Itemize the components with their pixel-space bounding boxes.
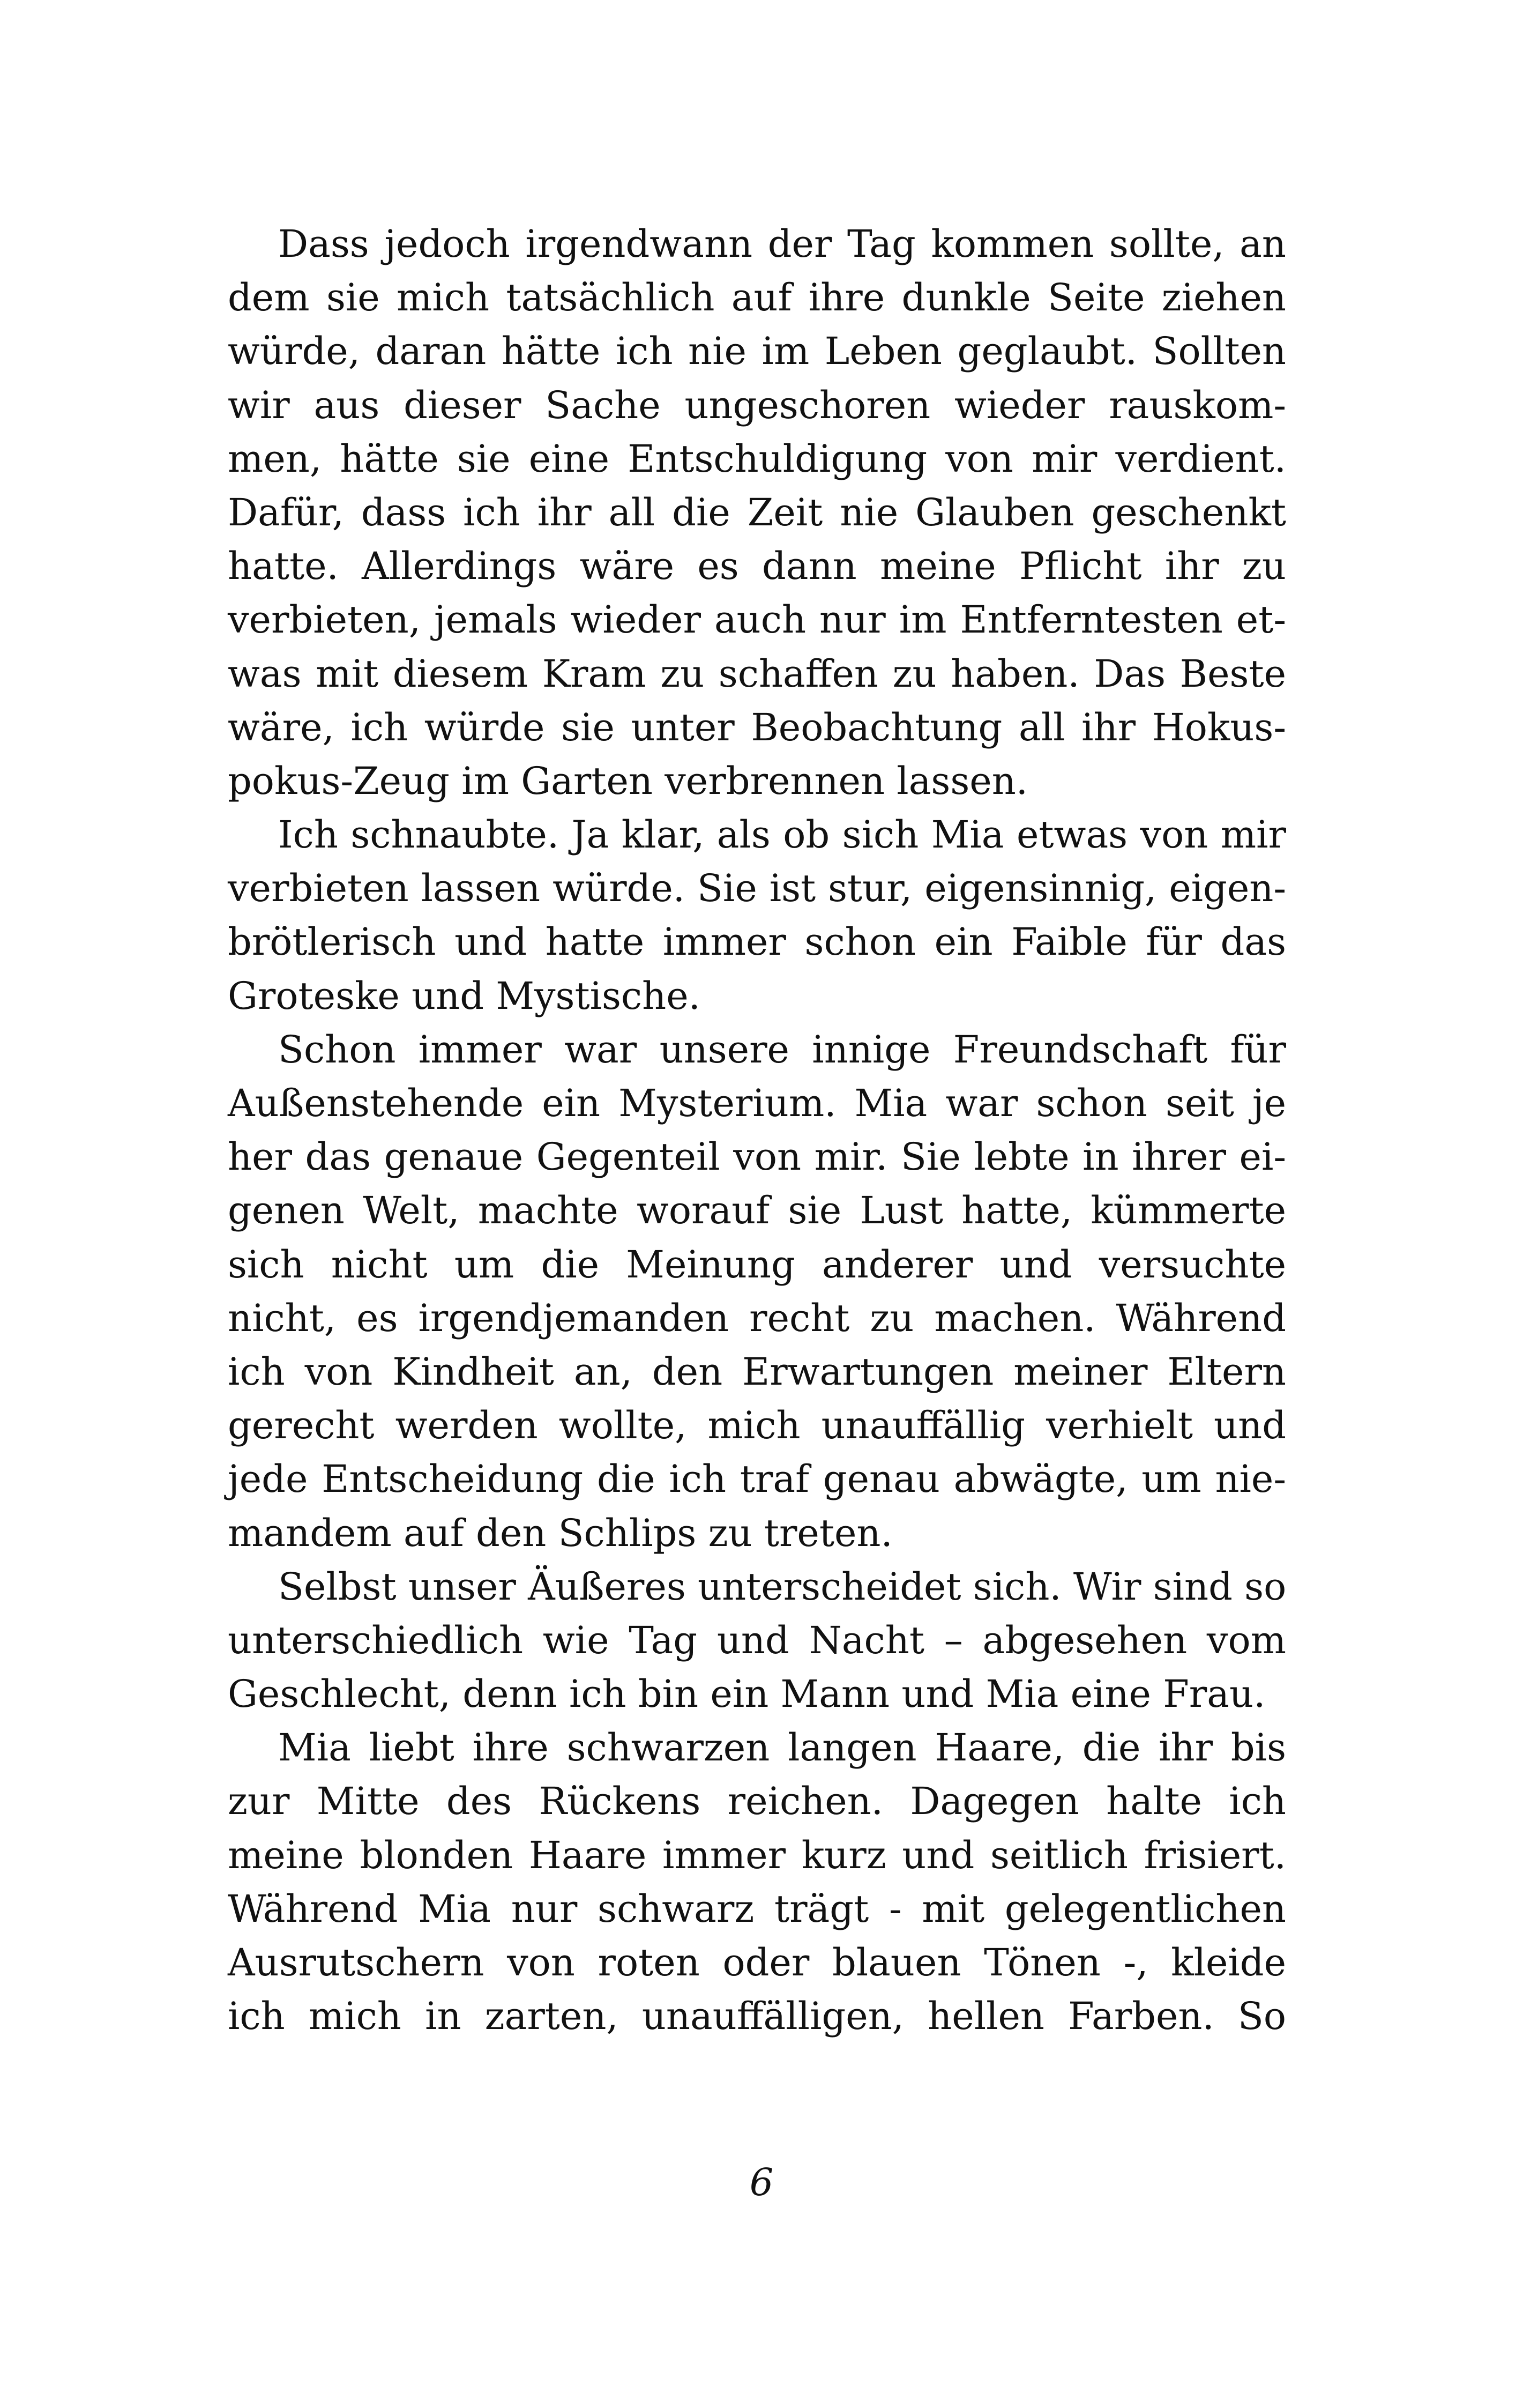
text-line: Geschlecht, denn ich bin ein Mann und Mia eine Frau. xyxy=(228,1672,1266,1716)
text-line: Während Mia nur schwarz trägt - mit gelegentlichen xyxy=(228,1886,1286,1931)
text-line: pokus-Zeug im Garten verbrennen lassen. xyxy=(228,759,1028,803)
text-line: dem sie mich tatsächlich auf ihre dunkle Seite ziehen xyxy=(228,276,1286,320)
text-line: gerecht werden wollte, mich unauffällig verhielt und xyxy=(228,1403,1286,1448)
text-line: Dafür, dass ich ihr all die Zeit nie Glauben geschenkt xyxy=(228,490,1286,534)
text-line: Ich schnaubte. Ja klar, als ob sich Mia etwas von mir xyxy=(278,813,1286,857)
text-line: jede Entscheidung die ich traf genau abwägte, um nie- xyxy=(228,1457,1286,1502)
text-line: brötlerisch und hatte immer schon ein Faible für das xyxy=(228,920,1286,964)
text-line: mandem auf den Schlips zu treten. xyxy=(228,1511,893,1555)
text-line: Außenstehende ein Mysterium. Mia war schon seit je xyxy=(228,1081,1286,1125)
text-line: genen Welt, machte worauf sie Lust hatte, kümmerte xyxy=(228,1188,1286,1233)
text-line: Selbst unser Äußeres unterscheidet sich. Wir sind so xyxy=(278,1564,1287,1609)
text-line: verbieten, jemals wieder auch nur im Entferntesten et- xyxy=(228,598,1286,642)
text-line: nicht, es irgendjemanden recht zu machen. Während xyxy=(228,1296,1286,1340)
text-line: ich mich in zarten, unauffälligen, hellen Farben. So xyxy=(228,1994,1286,2039)
text-line: sich nicht um die Meinung anderer und versuchte xyxy=(228,1242,1286,1287)
text-line: hatte. Allerdings wäre es dann meine Pflicht ihr zu xyxy=(228,544,1286,589)
text-line: verbieten lassen würde. Sie ist stur, eigensinnig, eigen- xyxy=(228,866,1286,911)
text-line: wäre, ich würde sie unter Beobachtung all ihr Hokus- xyxy=(228,705,1286,749)
text-line: Dass jedoch irgendwann der Tag kommen sollte, an xyxy=(278,222,1286,266)
text-line: men, hätte sie eine Entschuldigung von mir verdient. xyxy=(228,436,1286,481)
body-text xyxy=(228,217,1286,2043)
page-number: 6 xyxy=(749,2160,774,2204)
text-line: was mit diesem Kram zu schaffen zu haben. Das Beste xyxy=(228,651,1286,696)
text-line: Mia liebt ihre schwarzen langen Haare, die ihr bis xyxy=(278,1726,1286,1770)
text-line: wir aus dieser Sache ungeschoren wieder rauskom- xyxy=(228,383,1286,427)
text-line: unterschiedlich wie Tag und Nacht – abgesehen vom xyxy=(228,1618,1286,1662)
text-line: meine blonden Haare immer kurz und seitlich frisiert. xyxy=(228,1833,1286,1877)
text-line: Schon immer war unsere innige Freundschaft für xyxy=(278,1027,1286,1072)
text-line: zur Mitte des Rückens reichen. Dagegen halte ich xyxy=(228,1779,1286,1824)
text-line: Ausrutschern von roten oder blauen Tönen -, kleide xyxy=(228,1941,1286,1985)
text-line: würde, daran hätte ich nie im Leben geglaubt. Sollten xyxy=(228,329,1286,374)
text-line: ich von Kindheit an, den Erwartungen meiner Eltern xyxy=(228,1349,1286,1394)
text-line: her das genaue Gegenteil von mir. Sie lebte in ihrer ei- xyxy=(228,1135,1286,1179)
text-line: Groteske und Mystische. xyxy=(228,973,700,1018)
